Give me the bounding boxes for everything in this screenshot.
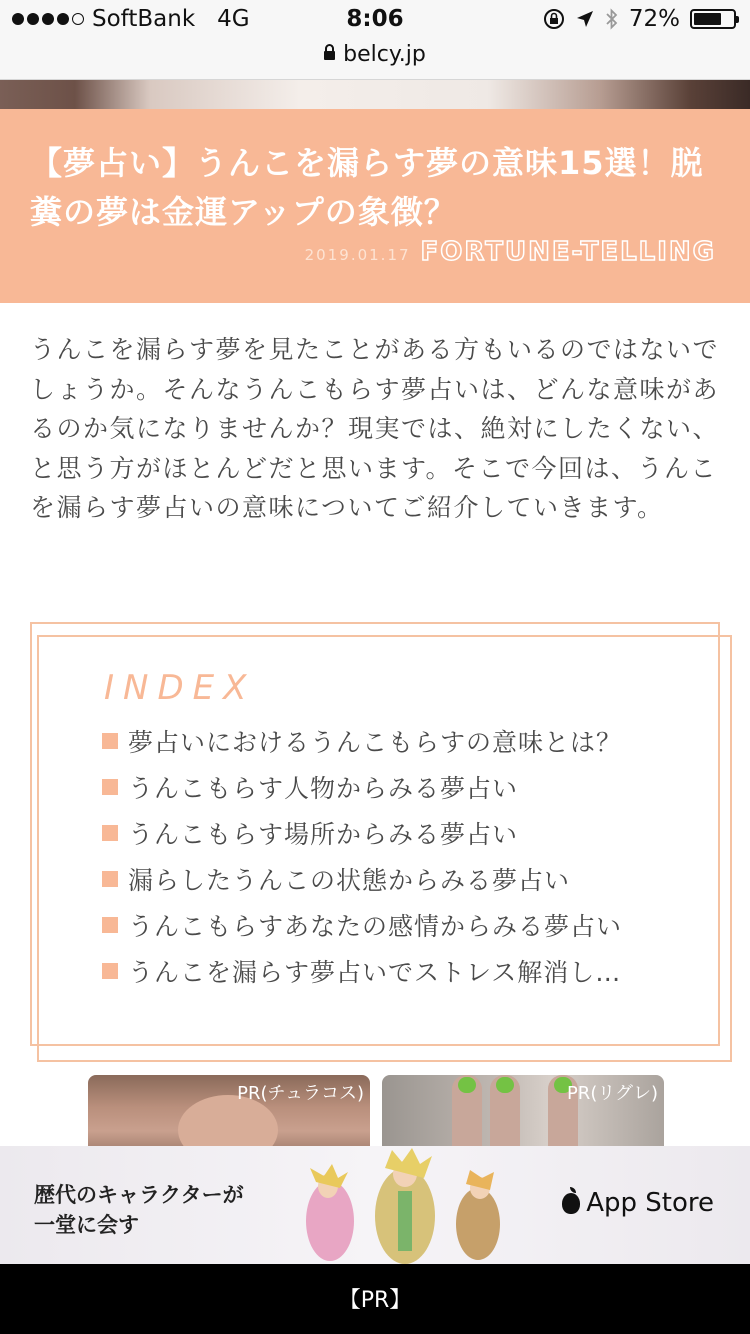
index-list — [102, 718, 702, 994]
lock-icon — [324, 51, 335, 60]
location-icon — [575, 9, 595, 29]
network-label: 4G — [217, 6, 250, 32]
bullet-icon — [102, 917, 118, 933]
index-item[interactable] — [102, 948, 702, 994]
index-item[interactable] — [102, 764, 702, 810]
pr-label: PR(チュラコス) — [237, 1083, 364, 1104]
article-title: 【夢占い】うんこを漏らす夢の意味15選！脱糞の夢は金運アップの象徴？ — [30, 144, 704, 231]
index-item-label: うんこもらす場所からみる夢占い — [128, 820, 519, 849]
index-item-label: うんこもらすあなたの感情からみる夢占い — [128, 912, 623, 941]
battery-percent: 72% — [628, 6, 680, 32]
hero-image — [0, 80, 750, 109]
bullet-icon — [102, 733, 118, 749]
index-item-label: 漏らしたうんこの状態からみる夢占い — [128, 866, 571, 895]
category-label[interactable]: FORTUNE-TELLING — [420, 237, 716, 267]
ad-banner[interactable] — [0, 1146, 750, 1264]
index-item[interactable] — [102, 810, 702, 856]
pr-card[interactable] — [382, 1075, 664, 1155]
article-intro: うんこを漏らす夢を見たことがある方もいるのではないでしょうか。そんなうんこもらす夢占いは、どんな意味があるのか気になりませんか？現実では、絶対にしたくない、と思う方がほとんどだと思います。そこで今回は、うんこを漏らす夢占いの意味についてご紹介していきます。 — [30, 335, 720, 522]
index-item[interactable] — [102, 718, 702, 764]
pr-image — [490, 1075, 520, 1155]
index-item-label: うんこを漏らす夢占いでストレス解消し… — [128, 958, 622, 987]
bullet-icon — [102, 825, 118, 841]
bullet-icon — [102, 963, 118, 979]
status-right — [543, 6, 736, 32]
url-domain: belcy.jp — [343, 42, 426, 67]
pr-label: PR(リグレ) — [566, 1083, 658, 1104]
app-store-label: App Store — [586, 1188, 714, 1218]
index-item-label: 夢占いにおけるうんこもらすの意味とは？ — [128, 728, 623, 757]
index-item[interactable] — [102, 856, 702, 902]
apple-icon — [562, 1193, 580, 1214]
article-meta — [305, 237, 716, 267]
bullet-icon — [102, 871, 118, 887]
ad-characters-image — [290, 1146, 520, 1264]
article-date: 2019.01.17 — [304, 246, 411, 264]
ad-text-line: 一堂に会す — [34, 1213, 139, 1237]
app-store-badge[interactable] — [562, 1188, 714, 1218]
clock: 8:06 — [346, 6, 404, 32]
battery-icon — [690, 9, 736, 29]
index-item[interactable] — [102, 902, 702, 948]
index-title: INDEX — [104, 668, 256, 708]
url-bar[interactable] — [0, 40, 750, 80]
bullet-icon — [102, 779, 118, 795]
ad-text — [34, 1180, 244, 1240]
carrier-label: SoftBank — [92, 6, 196, 32]
status-bar — [0, 0, 750, 40]
pr-image — [452, 1075, 482, 1155]
ad-text-line: 歴代のキャラクターが — [34, 1183, 244, 1207]
article-header — [0, 109, 750, 303]
index-item-label: うんこもらす人物からみる夢占い — [128, 774, 519, 803]
bluetooth-icon — [605, 8, 619, 30]
pr-card[interactable] — [88, 1075, 370, 1155]
pr-bar[interactable]: 【PR】 — [0, 1264, 750, 1334]
rotation-lock-icon — [543, 8, 565, 30]
